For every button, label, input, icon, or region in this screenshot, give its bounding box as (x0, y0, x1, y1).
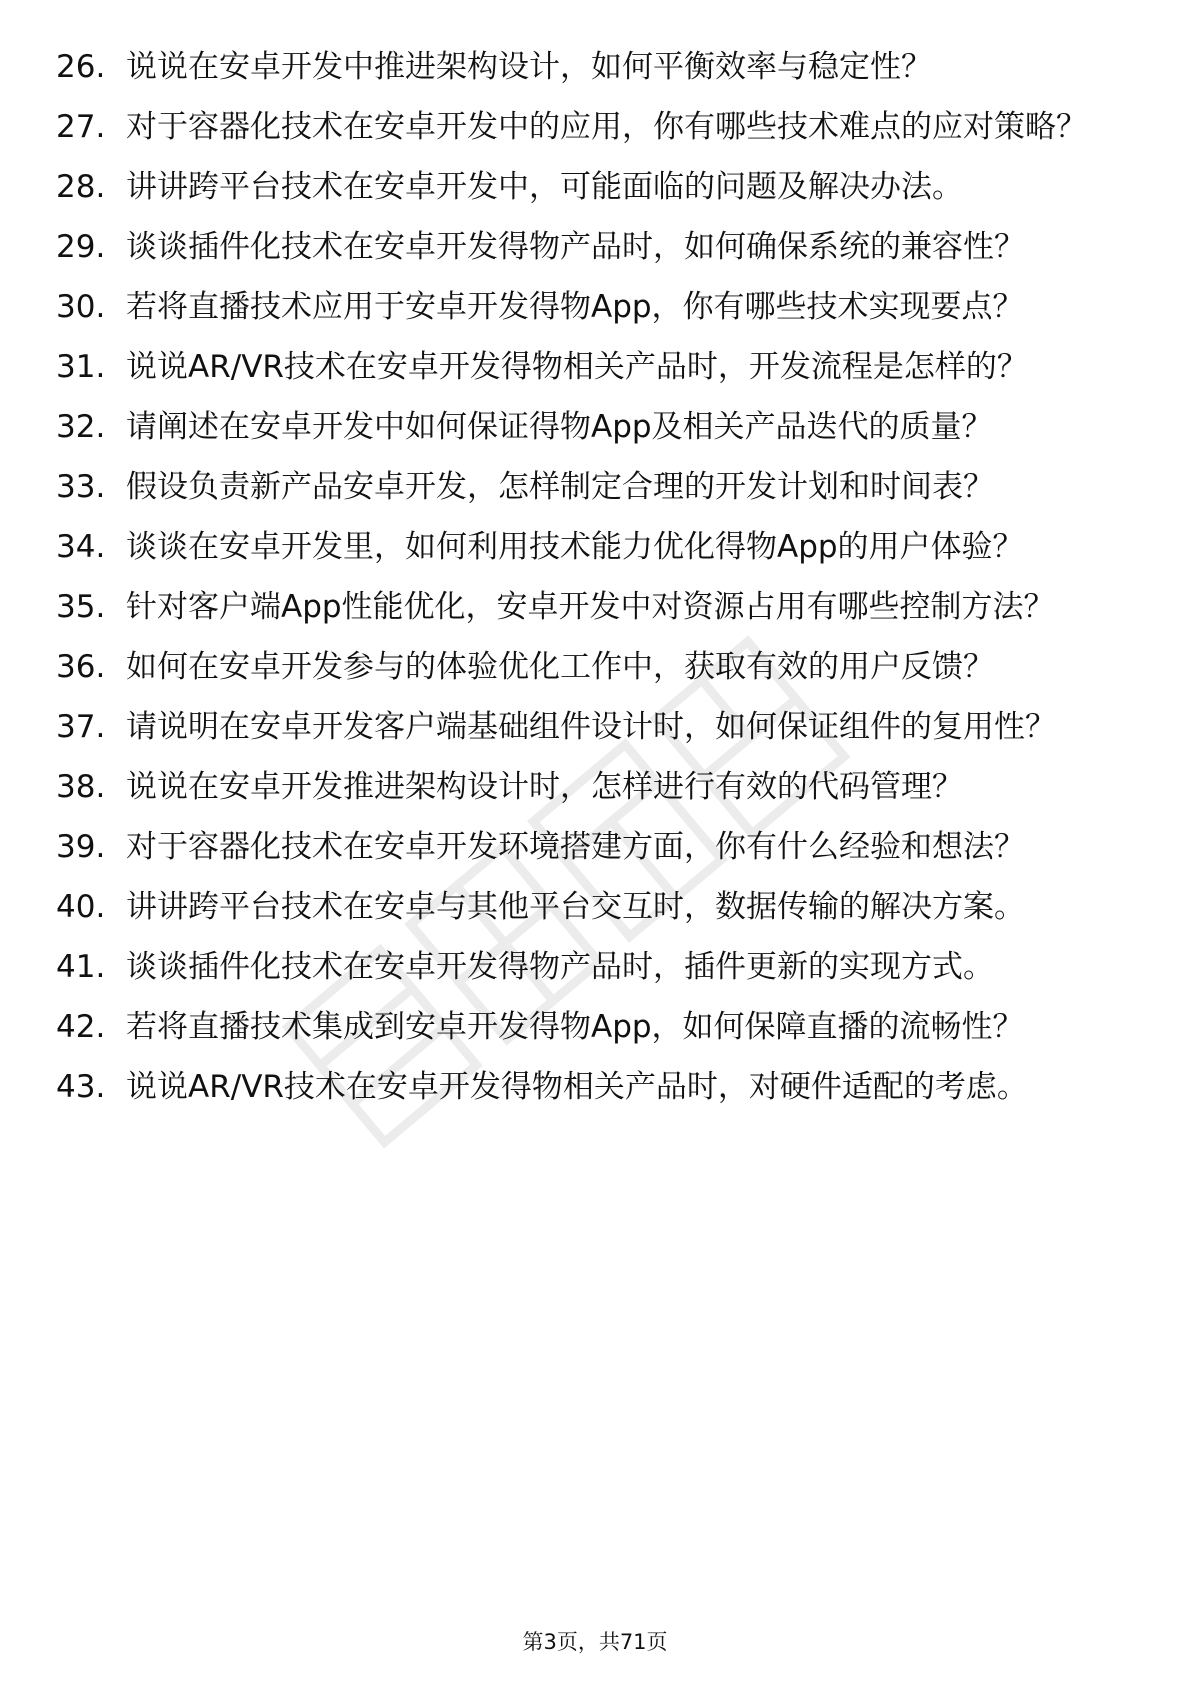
list-item (0, 468, 1190, 507)
list-item (0, 108, 1190, 147)
question-number: 26. (56, 49, 106, 85)
question-text: 谈谈在安卓开发里，如何利用技术能力优化得物App的用户体验？ (126, 529, 1024, 565)
question-number: 39. (56, 829, 106, 865)
question-number: 37. (56, 709, 106, 745)
question-number: 28. (56, 169, 106, 205)
list-item (0, 708, 1190, 747)
question-text: 说说AR/VR技术在安卓开发得物相关产品时，对硬件适配的考虑。 (126, 1069, 1028, 1105)
question-text: 对于容器化技术在安卓开发中的应用，你有哪些技术难点的应对策略？ (126, 109, 1087, 145)
question-text: 谈谈插件化技术在安卓开发得物产品时，如何确保系统的兼容性？ (126, 229, 1025, 265)
question-number: 31. (56, 349, 106, 385)
page-footer: 第3页，共71页 (522, 1630, 668, 1654)
question-text: 若将直播技术集成到安卓开发得物App，如何保障直播的流畅性？ (126, 1009, 1024, 1045)
question-number: 38. (56, 769, 106, 805)
list-item (0, 408, 1190, 447)
list-item (0, 648, 1190, 687)
question-text: 对于容器化技术在安卓开发环境搭建方面，你有什么经验和想法？ (126, 829, 1025, 865)
list-item (0, 588, 1190, 627)
question-text: 讲讲跨平台技术在安卓与其他平台交互时，数据传输的解决方案。 (126, 889, 1025, 925)
list-item (0, 768, 1190, 807)
question-number: 30. (56, 289, 106, 325)
question-number: 43. (56, 1069, 106, 1105)
question-text: 针对客户端App性能优化，安卓开发中对资源占用有哪些控制方法？ (126, 589, 1055, 625)
question-number: 27. (56, 109, 106, 145)
question-number: 40. (56, 889, 106, 925)
list-item (0, 228, 1190, 267)
list-item (0, 1068, 1190, 1107)
question-text: 若将直播技术应用于安卓开发得物App，你有哪些技术实现要点？ (126, 289, 1024, 325)
question-number: 29. (56, 229, 106, 265)
list-item (0, 1008, 1190, 1047)
list-item (0, 348, 1190, 387)
list-item (0, 48, 1190, 87)
question-text: 假设负责新产品安卓开发，怎样制定合理的开发计划和时间表？ (126, 469, 994, 505)
question-text: 讲讲跨平台技术在安卓开发中，可能面临的问题及解决办法。 (126, 169, 963, 205)
list-item (0, 948, 1190, 987)
question-number: 42. (56, 1009, 106, 1045)
question-text: 请阐述在安卓开发中如何保证得物App及相关产品迭代的质量？ (126, 409, 993, 445)
question-number: 34. (56, 529, 106, 565)
list-item (0, 828, 1190, 867)
list-item (0, 528, 1190, 567)
question-number: 36. (56, 649, 106, 685)
list-item (0, 168, 1190, 207)
question-text: 谈谈插件化技术在安卓开发得物产品时，插件更新的实现方式。 (126, 949, 994, 985)
list-item (0, 288, 1190, 327)
question-text: 说说在安卓开发中推进架构设计，如何平衡效率与稳定性？ (126, 49, 932, 85)
question-number: 41. (56, 949, 106, 985)
question-number: 32. (56, 409, 106, 445)
question-text: 说说在安卓开发推进架构设计时，怎样进行有效的代码管理？ (126, 769, 963, 805)
question-text: 请说明在安卓开发客户端基础组件设计时，如何保证组件的复用性？ (126, 709, 1056, 745)
question-text: 说说AR/VR技术在安卓开发得物相关产品时，开发流程是怎样的？ (126, 349, 1028, 385)
question-text: 如何在安卓开发参与的体验优化工作中，获取有效的用户反馈？ (126, 649, 994, 685)
list-item (0, 888, 1190, 927)
question-number: 35. (56, 589, 106, 625)
question-number: 33. (56, 469, 106, 505)
question-list (0, 48, 1190, 1128)
